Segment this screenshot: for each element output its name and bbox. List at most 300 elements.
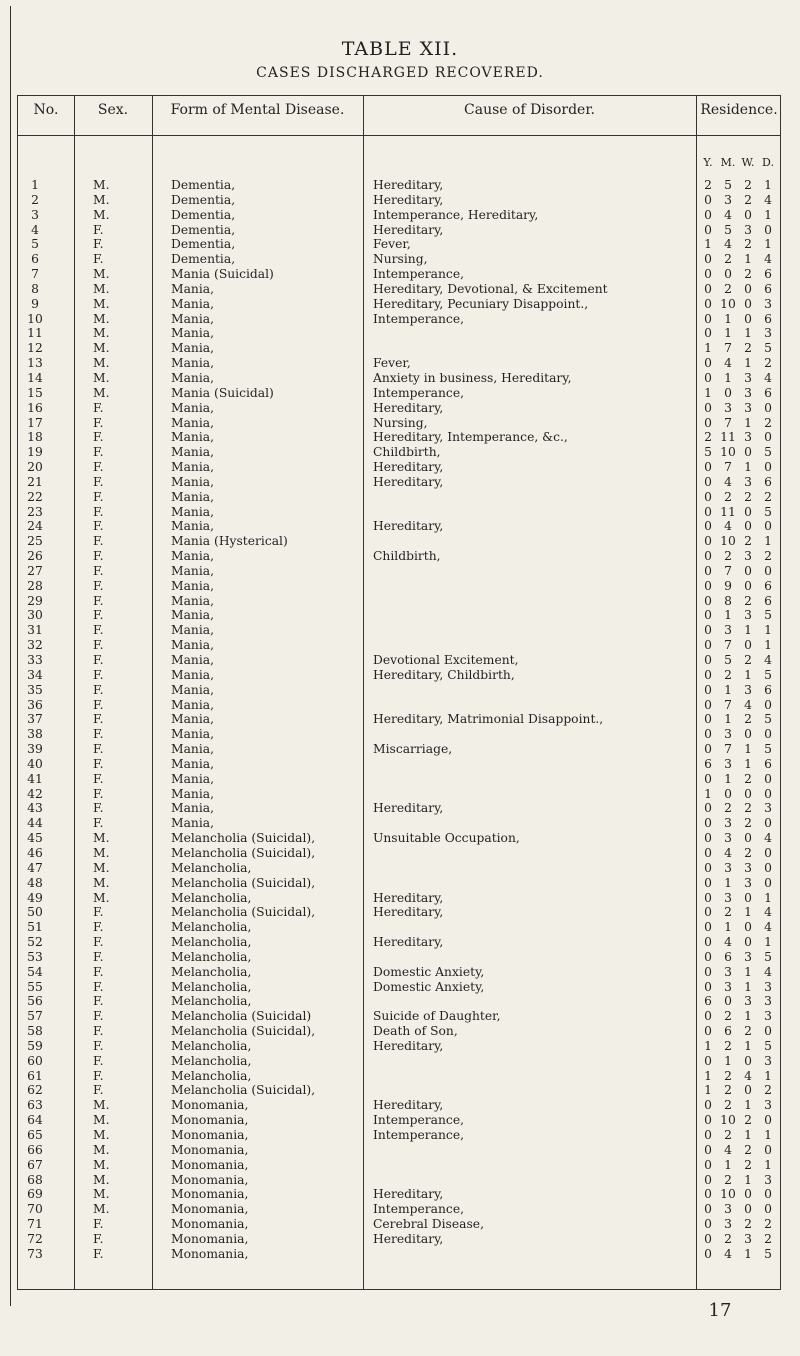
row-residence-m: 10 [720, 534, 736, 549]
row-residence-d: 0 [764, 400, 772, 415]
row-number: 53 [27, 949, 43, 964]
row-residence-d: 2 [764, 1217, 772, 1232]
row-form: Dementia, [171, 237, 236, 252]
row-number: 32 [27, 638, 43, 653]
row-number: 8 [31, 281, 39, 296]
row-residence-m: 3 [724, 979, 732, 994]
table-subtitle: CASES DISCHARGED RECOVERED. [256, 65, 544, 81]
row-sex: F. [93, 920, 104, 935]
row-number: 44 [27, 816, 43, 831]
row-residence-w: 2 [744, 593, 752, 608]
row-residence-y: 0 [704, 549, 712, 564]
table-row [18, 1232, 782, 1247]
row-form: Mania (Suicidal) [171, 385, 274, 400]
row-number: 24 [27, 519, 43, 534]
row-residence-w: 2 [744, 489, 752, 504]
table-row [18, 950, 782, 965]
row-residence-w: 0 [744, 445, 752, 460]
row-residence-y: 0 [704, 697, 712, 712]
row-residence-m: 0 [724, 385, 732, 400]
row-number: 49 [27, 890, 43, 905]
row-residence-d: 1 [764, 1157, 772, 1172]
table-row [18, 386, 782, 401]
table-row [18, 416, 782, 431]
row-number: 69 [27, 1187, 43, 1202]
row-cause: Intemperance, [373, 385, 465, 400]
row-residence-m: 2 [724, 489, 732, 504]
row-sex: M. [93, 178, 110, 192]
row-residence-w: 1 [744, 667, 752, 682]
row-form: Dementia, [171, 222, 236, 237]
row-residence-y: 0 [704, 1231, 712, 1246]
row-residence-d: 3 [764, 801, 772, 816]
row-residence-w: 2 [744, 1024, 752, 1039]
row-residence-m: 11 [720, 430, 736, 445]
table-row [18, 1158, 782, 1173]
row-residence-d: 4 [764, 964, 772, 979]
row-residence-d: 0 [764, 727, 772, 742]
table-row [18, 1039, 782, 1054]
row-residence-d: 2 [764, 415, 772, 430]
row-residence-d: 6 [764, 267, 772, 282]
row-residence-m: 2 [724, 549, 732, 564]
row-cause: Intemperance, [373, 311, 465, 326]
row-sex: F. [93, 534, 104, 549]
row-number: 26 [27, 549, 43, 564]
row-number: 33 [27, 653, 43, 667]
row-cause: Hereditary, [373, 474, 444, 489]
row-residence-w: 0 [744, 563, 752, 578]
row-sex: M. [93, 1113, 110, 1128]
row-residence-y: 0 [704, 519, 712, 534]
row-form: Monomania, [171, 1246, 249, 1261]
row-residence-m: 5 [724, 178, 732, 192]
header-no: No. [33, 102, 59, 118]
row-form: Mania, [171, 549, 215, 564]
row-form: Monomania, [171, 1231, 249, 1246]
table-row [18, 193, 782, 208]
row-residence-y: 0 [704, 563, 712, 578]
row-residence-w: 3 [744, 549, 752, 564]
row-form: Monomania, [171, 1142, 249, 1157]
row-form: Mania, [171, 682, 215, 697]
table-row [18, 326, 782, 341]
row-residence-y: 0 [704, 222, 712, 237]
table-row [18, 1217, 782, 1232]
row-residence-w: 1 [744, 905, 752, 920]
row-number: 36 [27, 697, 43, 712]
table-row [18, 475, 782, 490]
unit-years: Y. [703, 156, 713, 169]
row-cause: Hereditary, [373, 890, 444, 905]
table-row [18, 1143, 782, 1158]
row-residence-m: 4 [724, 1142, 732, 1157]
table-row [18, 1083, 782, 1098]
row-cause: Devotional Excitement, [373, 653, 519, 667]
table-row [18, 1202, 782, 1217]
row-residence-w: 3 [744, 222, 752, 237]
row-sex: F. [93, 653, 104, 667]
row-form: Melancholia, [171, 1053, 252, 1068]
row-residence-d: 0 [764, 430, 772, 445]
row-form: Mania, [171, 608, 215, 623]
row-residence-d: 6 [764, 474, 772, 489]
table-body [18, 178, 782, 1262]
row-residence-y: 0 [704, 356, 712, 371]
row-residence-d: 1 [764, 623, 772, 638]
row-form: Mania, [171, 281, 215, 296]
header-cause: Cause of Disorder. [464, 102, 595, 118]
row-residence-m: 7 [724, 460, 732, 475]
row-residence-m: 3 [724, 400, 732, 415]
row-number: 57 [27, 1009, 43, 1024]
row-residence-y: 0 [704, 593, 712, 608]
row-number: 11 [27, 326, 43, 341]
row-sex: F. [93, 638, 104, 653]
row-residence-d: 4 [764, 920, 772, 935]
row-residence-d: 6 [764, 281, 772, 296]
row-number: 34 [27, 667, 43, 682]
row-sex: F. [93, 237, 104, 252]
table-row [18, 861, 782, 876]
row-residence-d: 3 [764, 1098, 772, 1113]
row-sex: F. [93, 949, 104, 964]
unit-days: D. [762, 156, 774, 169]
table-row [18, 237, 782, 252]
row-number: 37 [27, 712, 43, 727]
row-residence-d: 2 [764, 549, 772, 564]
row-residence-w: 0 [744, 638, 752, 653]
row-residence-m: 4 [724, 474, 732, 489]
row-residence-w: 1 [744, 623, 752, 638]
table-row [18, 490, 782, 505]
row-residence-d: 0 [764, 875, 772, 890]
row-residence-y: 0 [704, 207, 712, 222]
row-number: 73 [27, 1246, 43, 1261]
row-sex: M. [93, 860, 110, 875]
row-number: 13 [27, 356, 43, 371]
row-form: Mania (Hysterical) [171, 534, 288, 549]
row-sex: M. [93, 341, 110, 356]
row-form: Melancholia (Suicidal), [171, 875, 316, 890]
row-residence-y: 0 [704, 935, 712, 950]
row-residence-d: 6 [764, 311, 772, 326]
row-form: Melancholia, [171, 935, 252, 950]
row-sex: F. [93, 252, 104, 267]
row-form: Mania, [171, 415, 215, 430]
row-residence-y: 0 [704, 905, 712, 920]
row-residence-d: 5 [764, 608, 772, 623]
row-residence-y: 0 [704, 860, 712, 875]
row-residence-d: 3 [764, 994, 772, 1009]
row-residence-d: 0 [764, 845, 772, 860]
row-cause: Hereditary, [373, 935, 444, 950]
row-residence-w: 0 [744, 207, 752, 222]
row-number: 68 [27, 1172, 43, 1187]
row-residence-w: 1 [744, 1246, 752, 1261]
row-residence-y: 0 [704, 771, 712, 786]
row-residence-w: 1 [744, 252, 752, 267]
row-number: 71 [27, 1217, 43, 1232]
table-row [18, 208, 782, 223]
row-residence-m: 10 [720, 445, 736, 460]
row-residence-y: 0 [704, 1246, 712, 1261]
row-cause: Hereditary, Pecuniary Disappoint., [373, 296, 589, 311]
row-form: Melancholia (Suicidal), [171, 845, 316, 860]
row-form: Melancholia (Suicidal), [171, 1083, 316, 1098]
row-sex: M. [93, 875, 110, 890]
row-residence-w: 0 [744, 920, 752, 935]
row-residence-y: 1 [704, 1068, 712, 1083]
row-residence-d: 6 [764, 756, 772, 771]
table-row [18, 727, 782, 742]
row-sex: M. [93, 1142, 110, 1157]
row-residence-y: 2 [704, 178, 712, 192]
row-residence-d: 2 [764, 356, 772, 371]
row-residence-m: 3 [724, 192, 732, 207]
row-sex: F. [93, 1053, 104, 1068]
row-residence-m: 4 [724, 935, 732, 950]
row-residence-d: 6 [764, 385, 772, 400]
row-residence-m: 2 [724, 1009, 732, 1024]
row-residence-m: 3 [724, 1217, 732, 1232]
table-row [18, 430, 782, 445]
row-form: Melancholia (Suicidal), [171, 1024, 316, 1039]
table-row [18, 267, 782, 282]
row-residence-m: 2 [724, 252, 732, 267]
row-residence-d: 4 [764, 831, 772, 846]
row-sex: M. [93, 370, 110, 385]
row-cause: Cerebral Disease, [373, 1217, 484, 1232]
row-residence-y: 0 [704, 370, 712, 385]
row-number: 45 [27, 831, 43, 846]
row-number: 9 [31, 296, 39, 311]
row-sex: F. [93, 1217, 104, 1232]
row-residence-m: 4 [724, 207, 732, 222]
row-residence-d: 5 [764, 1246, 772, 1261]
row-number: 28 [27, 578, 43, 593]
table-row [18, 1187, 782, 1202]
row-residence-m: 7 [724, 742, 732, 757]
row-residence-m: 7 [724, 638, 732, 653]
table-row [18, 965, 782, 980]
row-number: 14 [27, 370, 43, 385]
row-number: 47 [27, 860, 43, 875]
table-row [18, 772, 782, 787]
table-row [18, 1247, 782, 1262]
table-row [18, 341, 782, 356]
row-number: 48 [27, 875, 43, 890]
row-sex: F. [93, 964, 104, 979]
row-number: 65 [27, 1128, 43, 1142]
row-residence-m: 2 [724, 1068, 732, 1083]
row-residence-y: 0 [704, 1128, 712, 1142]
row-residence-m: 7 [724, 697, 732, 712]
row-residence-m: 3 [724, 831, 732, 846]
row-sex: F. [93, 816, 104, 831]
row-number: 15 [27, 385, 43, 400]
header-form: Form of Mental Disease. [170, 102, 345, 118]
row-residence-w: 3 [744, 370, 752, 385]
row-residence-w: 0 [744, 1083, 752, 1098]
row-residence-w: 4 [744, 1068, 752, 1083]
row-residence-m: 10 [720, 1113, 736, 1128]
row-number: 5 [31, 237, 39, 252]
table-row [18, 757, 782, 772]
row-residence-d: 0 [764, 1113, 772, 1128]
row-form: Melancholia, [171, 920, 252, 935]
row-cause: Fever, [373, 356, 411, 371]
row-form: Mania, [171, 727, 215, 742]
row-residence-w: 1 [744, 964, 752, 979]
row-residence-y: 0 [704, 326, 712, 341]
row-sex: F. [93, 994, 104, 1009]
row-residence-w: 2 [744, 771, 752, 786]
row-residence-w: 0 [744, 578, 752, 593]
row-residence-m: 6 [724, 1024, 732, 1039]
row-form: Mania, [171, 341, 215, 356]
row-form: Mania, [171, 801, 215, 816]
row-number: 31 [27, 623, 43, 638]
table-row [18, 935, 782, 950]
row-form: Mania (Suicidal) [171, 267, 274, 282]
row-sex: M. [93, 385, 110, 400]
row-form: Mania, [171, 296, 215, 311]
row-residence-d: 4 [764, 653, 772, 667]
row-residence-m: 4 [724, 237, 732, 252]
row-cause: Unsuitable Occupation, [373, 831, 520, 846]
table-row [18, 831, 782, 846]
row-number: 6 [31, 252, 39, 267]
row-sex: M. [93, 1172, 110, 1187]
row-sex: M. [93, 1128, 110, 1142]
row-residence-y: 0 [704, 712, 712, 727]
row-sex: F. [93, 400, 104, 415]
table-row [18, 534, 782, 549]
row-residence-d: 6 [764, 593, 772, 608]
row-residence-w: 2 [744, 341, 752, 356]
row-cause: Hereditary, [373, 192, 444, 207]
row-sex: F. [93, 623, 104, 638]
row-residence-y: 0 [704, 1217, 712, 1232]
row-residence-w: 1 [744, 979, 752, 994]
row-form: Mania, [171, 638, 215, 653]
table-row [18, 1173, 782, 1188]
row-residence-m: 6 [724, 949, 732, 964]
row-cause: Anxiety in business, Hereditary, [373, 370, 572, 385]
row-residence-y: 0 [704, 682, 712, 697]
row-number: 64 [27, 1113, 43, 1128]
row-residence-y: 0 [704, 1142, 712, 1157]
row-residence-w: 0 [744, 519, 752, 534]
row-number: 16 [27, 400, 43, 415]
row-sex: F. [93, 1068, 104, 1083]
row-residence-m: 0 [724, 267, 732, 282]
row-sex: F. [93, 712, 104, 727]
row-sex: F. [93, 415, 104, 430]
row-residence-d: 3 [764, 1009, 772, 1024]
unit-weeks: W. [741, 156, 755, 169]
table-row [18, 282, 782, 297]
row-cause: Death of Son, [373, 1024, 458, 1039]
row-residence-m: 1 [724, 682, 732, 697]
row-sex: F. [93, 549, 104, 564]
row-residence-d: 5 [764, 712, 772, 727]
header-sex: Sex. [97, 102, 129, 118]
row-residence-d: 4 [764, 252, 772, 267]
row-sex: F. [93, 905, 104, 920]
row-residence-w: 0 [744, 1202, 752, 1217]
row-residence-d: 4 [764, 905, 772, 920]
row-residence-w: 3 [744, 608, 752, 623]
table-row [18, 920, 782, 935]
row-number: 39 [27, 742, 43, 757]
row-cause: Hereditary, [373, 178, 444, 192]
row-sex: M. [93, 1157, 110, 1172]
row-number: 23 [27, 504, 43, 519]
row-residence-d: 3 [764, 296, 772, 311]
row-residence-m: 2 [724, 1038, 732, 1053]
row-residence-w: 1 [744, 1128, 752, 1142]
row-residence-w: 3 [744, 430, 752, 445]
table-row [18, 223, 782, 238]
row-residence-d: 1 [764, 178, 772, 192]
row-sex: F. [93, 1231, 104, 1246]
table-row [18, 891, 782, 906]
row-residence-d: 1 [764, 534, 772, 549]
table-row [18, 742, 782, 757]
row-residence-w: 3 [744, 1231, 752, 1246]
row-residence-w: 2 [744, 267, 752, 282]
row-cause: Fever, [373, 237, 411, 252]
table-row [18, 252, 782, 267]
row-cause: Suicide of Daughter, [373, 1009, 501, 1024]
row-residence-m: 1 [724, 712, 732, 727]
table-row [18, 683, 782, 698]
row-residence-y: 0 [704, 890, 712, 905]
row-residence-d: 1 [764, 1068, 772, 1083]
table-row [18, 312, 782, 327]
row-form: Monomania, [171, 1187, 249, 1202]
row-residence-y: 0 [704, 742, 712, 757]
row-sex: M. [93, 1098, 110, 1113]
row-residence-w: 2 [744, 816, 752, 831]
row-residence-d: 0 [764, 771, 772, 786]
row-number: 30 [27, 608, 43, 623]
row-residence-w: 0 [744, 311, 752, 326]
table-row [18, 668, 782, 683]
row-residence-w: 0 [744, 281, 752, 296]
row-form: Mania, [171, 400, 215, 415]
row-sex: M. [93, 1187, 110, 1202]
row-residence-d: 4 [764, 192, 772, 207]
row-number: 18 [27, 430, 43, 445]
row-number: 29 [27, 593, 43, 608]
row-residence-d: 5 [764, 1038, 772, 1053]
row-residence-d: 0 [764, 1202, 772, 1217]
row-form: Mania, [171, 563, 215, 578]
row-form: Monomania, [171, 1172, 249, 1187]
row-residence-w: 2 [744, 1157, 752, 1172]
row-residence-w: 1 [744, 1098, 752, 1113]
row-sex: M. [93, 845, 110, 860]
row-residence-y: 0 [704, 578, 712, 593]
row-form: Mania, [171, 460, 215, 475]
row-residence-w: 3 [744, 949, 752, 964]
row-sex: M. [93, 1202, 110, 1217]
row-residence-y: 1 [704, 237, 712, 252]
row-residence-y: 0 [704, 252, 712, 267]
